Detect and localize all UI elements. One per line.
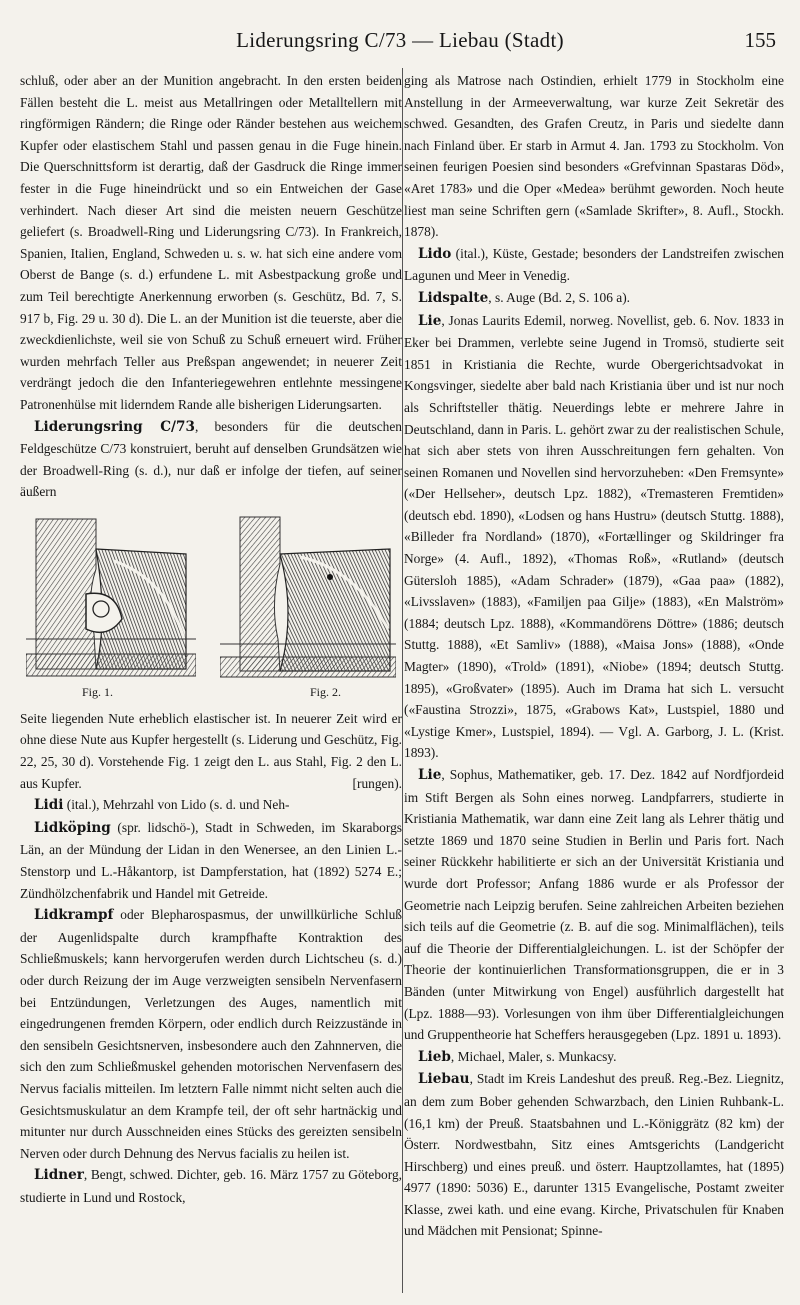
entry-text: (ital.), Küste, Gestade; besonders der Landstreifen zwischen Lagunen und Meer in Venedig. [404, 245, 784, 284]
entry-lidner-continued: ging als Matrose nach Ostindien, erhielt 1779 in Stockholm eine Anstellung in der Armeeverwaltung, war kurze Zeit Sekretär des schwed. Gesandten, des Grafen Creutz, in Paris und siedelte dann nach Finland über. Er starb in Armut 4. Jan. 1793 zu Stockholm. Von seinen feurigen Poesien sind besonders «Grefvinnan Spastaras Död», «Aret 1783» und die Oper «Medea» berühmt geworden. Noch heute liest man seine Schriften gern («Samlade Skrifter», 8. Aufl., Stockh. 1878). [404, 73, 784, 240]
entry-text: , Stadt im Kreis Landeshut des preuß. Reg.-Bez. Liegnitz, an dem zum Bober gehenden Schwarzbach, den Linien Ruhbank-L. (16,1 km) der Preuß. Staatsbahnen und L.-Königgrätz (82 km) der Österr. Nordwestbahn, Sitz eines Amtsgerichts (Landgericht Hirschberg) und eines preuß. und österr. Hauptzollamtes, hat (1895) 4977 (1890: 5036) E., darunter 1315 Evangelische, Postamt zweiter Klasse, zwei kath. und eine evang. Kirche, Privatschulen für Knaben und Mädchen mit Pensionat; Spinne- [404, 1071, 784, 1239]
hyphenated-fragment: [rungen). [352, 775, 402, 791]
headword: Lie [418, 312, 442, 329]
entry-lido [404, 243, 784, 287]
headword: Liderungsring C/73 [34, 418, 195, 435]
headword: Lidkrampf [34, 907, 114, 924]
page-header [22, 8, 778, 58]
figure-2-copper-ring-illustration [220, 509, 396, 679]
entry-lidkoping [20, 817, 402, 904]
figure-1-caption: Fig. 1. [82, 684, 114, 699]
entry-lidi [20, 794, 402, 817]
entry-lidkrampf [20, 904, 402, 1164]
column-divider [402, 68, 403, 1293]
headword: Lidi [34, 797, 64, 814]
entry-liebau [404, 1068, 784, 1242]
headword: Lidspalte [418, 289, 489, 306]
entry-text: (spr. lidschö-), Stadt in Schweden, im Skaraborgs Län, an der Mündung der Lidan in den Wenersee, an den Linien L.-Stenstorp und L.-Håkantorp, ist Dampferstation, hat (1892) 5274 E.; Zündhölzchenfabrik und Handel mit Getreide. [20, 819, 402, 901]
entry-liderungsring-continued [20, 708, 402, 794]
headword: Lido [418, 245, 452, 262]
headword: Lieb [418, 1048, 451, 1065]
entry-text: , Michael, Maler, s. Munkacsy. [450, 1048, 617, 1064]
entry-text: (ital.), Mehrzahl von Lido (s. d. und Neh- [63, 797, 290, 813]
headword: Liebau [418, 1071, 470, 1088]
figure-2-caption: Fig. 2. [310, 684, 342, 699]
entry-text: , Jonas Laurits Edemil, norweg. Novellist, geb. 6. Nov. 1833 in Eker bei Drammen, verlebte seine Jugend in Tromsö, studierte seit 1851 in Kristiania die Rechte, wurde Obergerichtsadvokat in Kongsvinger, siedelte aber bald nach Kristiania über und ist nur noch als Schriftsteller thätig. Neuerdings lebte er mehrere Jahre in Deutschland, dann in Paris. L. gehört zwar zu der realistischen Schule, hat sich aber stets von ihren Ausschreitungen fern gehalten. Von seinen Romanen und Novellen sind hervorzuheben: «Den Fremsynte» («Der Hellseher», deutsch Lpz. 1882), «Tremasteren Fremtiden» (deutsch ebd. 1890), «Lodsen og hans Hustru» (deutsch Stuttg. 1888), «Billeder fra Nordland» (1870), «Fortællinger og Skildringer fra Norge» (4. Aufl., 1892), «Thomas Roß», «Rutland» (deutsch Gütersloh 1885), «Adam Schrader» (1879), «Gaa paa» (1882), «Livsslaven» (1883), «Familjen paa Gilje» (1883), «En Malström» (1884; deutsch Lpz. 1888), «Kommandörens Döttre» (1886; deutsch Stuttg. 1888), «Et Samliv» (1888), «Maisa Jons» (1888), «Onde Magter» (1890), «Trold» (1891), «Niobe» (1894; deutsch Stuttg. 1895), «Großvater» (1895). Auch im Drama hat sich L. versucht («Faustina Strozzi», 1875, «Grabows Kat», Lustspiel, 1880 und «Lystige Kmer», Lustspiel, 1894). — Vgl. A. Garborg, J. L. (Krist. 1893). [404, 312, 784, 761]
entry-lidspalte [404, 287, 784, 310]
headword: Lidner [34, 1167, 84, 1184]
entry-text: , Sophus, Mathematiker, geb. 17. Dez. 1842 auf Nordfjordeid im Stift Bergen als Sohn eines norweg. Landpfarrers, studierte in Kristiania Mathematik, war dann eine Zeit lang als Lehrer thätig und setzte 1869 und 1870 seine Studien in Berlin und Paris fort. Nach seiner Rückkehr habilitierte er sich an der Universität Kristiania und wurde dort Professor; Anfang 1886 wurde er als Professor der Geometrie nach Leipzig berufen. Seine zahlreichen Arbeiten beziehen sich teils auf die Geometrie (z. B. auf die sog. Minimalflächen), teils auf die Theorie der Differentialgleichungen. L. ist der Schöpfer der Theorie der kontinuierlichen Transformationsgruppen, die er in 3 Bänden (unter Mitwirkung von Engel) ausführlich dargestellt hat (Lpz. 1888—93). Vorlesungen von ihm über Differentialgleichungen und Gruppentheorie hat Scheffers herausgegeben (Lpz. 1891 u. 1893). [404, 767, 784, 1043]
entry-text: Seite liegenden Nute erheblich elastischer ist. In neuerer Zeit wird er ohne diese Nute aus Kupfer hergestellt (s. Liderung und Geschütz, Fig. 22, 25, 30 d). Vorstehende Fig. 1 zeigt den L. aus Stahl, Fig. 2 den L. aus Kupfer. [20, 710, 402, 791]
figures [20, 509, 402, 704]
headword: Lidköping [34, 819, 111, 836]
entry-text: , Bengt, schwed. Dichter, geb. 16. März 1757 zu Göteborg, studierte in Lund und Rostock, [20, 1167, 402, 1205]
left-column [20, 70, 402, 1209]
entry-liderungsring [20, 416, 402, 503]
entry-liderung-continued: schluß, oder aber an der Munition angebracht. In den ersten beiden Fällen besteht die L. meist aus Metallringen oder Metalltellern mit ringförmigen Rändern; die Ringe oder Ränder bestehen aus weichem Kupfer oder elastischem Stahl und passen genau in die Fuge hinein. Die Querschnittsform ist derartig, daß der Gasdruck die Ringe immer fester in die Fuge hineindrückt und so ein Entweichen der Gase verhindert. Nach dieser Art sind die meisten neuern Geschütze geliefert (s. Broadwell-Ring und Liderungsring C/73). In Frankreich, Spanien, Italien, England, Schweden u. s. w. hat sich eine andere vom Oberst de Bange (s. d.) erfundene L. mit Asbestpackung große und zum Teil berechtigte Anerkennung erworben (s. Geschütz, Bd. 7, S. 917 b, Fig. 29 u. 30 d). Die L. an der Munition ist die teuerste, aber die zweckdienlichste, weil sie von Schuß zu Schuß erneuert wird. Früher wurden mehrfach Teller aus Preßspan angewendet; in neuerer Zeit verdrängt jedoch die den Infanteriegewehren entlehnte messingene Patronenhülse mit liderndem Rande alle bisherigen Liderungsarten. [20, 73, 402, 412]
entry-lie-sophus [404, 764, 784, 1046]
entry-lie-jonas [404, 310, 784, 764]
entry-lidner [20, 1164, 402, 1208]
right-column [404, 70, 784, 1242]
figure-1-steel-ring-illustration [26, 509, 196, 679]
entry-lieb [404, 1046, 784, 1069]
headword: Lie [418, 767, 442, 783]
entry-text: , s. Auge (Bd. 2, S. 106 a). [488, 289, 631, 305]
entry-text: oder Blepharospasmus, der unwillkürliche Schluß der Augenlidspalte durch krampfhafte Kontraktion des Schließmuskels; kann hervorgerufen werden durch Lichtscheu (s. d.) oder durch Reizung der im Auge verzweigten sensibeln Nervenfasern bei Entzündungen, Verletzungen des Auges, namentlich mit eingedrungenen fremden Körpern, oder endlich durch Reizzustände in den sensibeln Gesichtsnerven, insbesondere auch den Zahnnerven, die sich den zum Schließmuskel gehenden motorischen Nervenfasern des Nervus facialis mitteilen. Im letztern Falle nimmt nicht selten auch die Gesichtsmuskulatur an dem Krampfe teil, der oft sehr hartnäckig und mitunter nur durch Ausschneiden eines Stücks des gereizten sensibeln Nerven oder durch Dehnung des Nervus facialis zu heilen ist. [20, 907, 402, 1161]
entry-text: , besonders für die deutschen Feldgeschütze C/73 konstruiert, beruht auf denselben Grundsätzen wie der Broadwell-Ring (s. d.), nur daß er infolge der tiefen, auf seiner äußern [20, 418, 402, 500]
page-number: 155 [744, 28, 776, 52]
running-title: Liderungsring C/73 — Liebau (Stadt) [236, 28, 564, 52]
